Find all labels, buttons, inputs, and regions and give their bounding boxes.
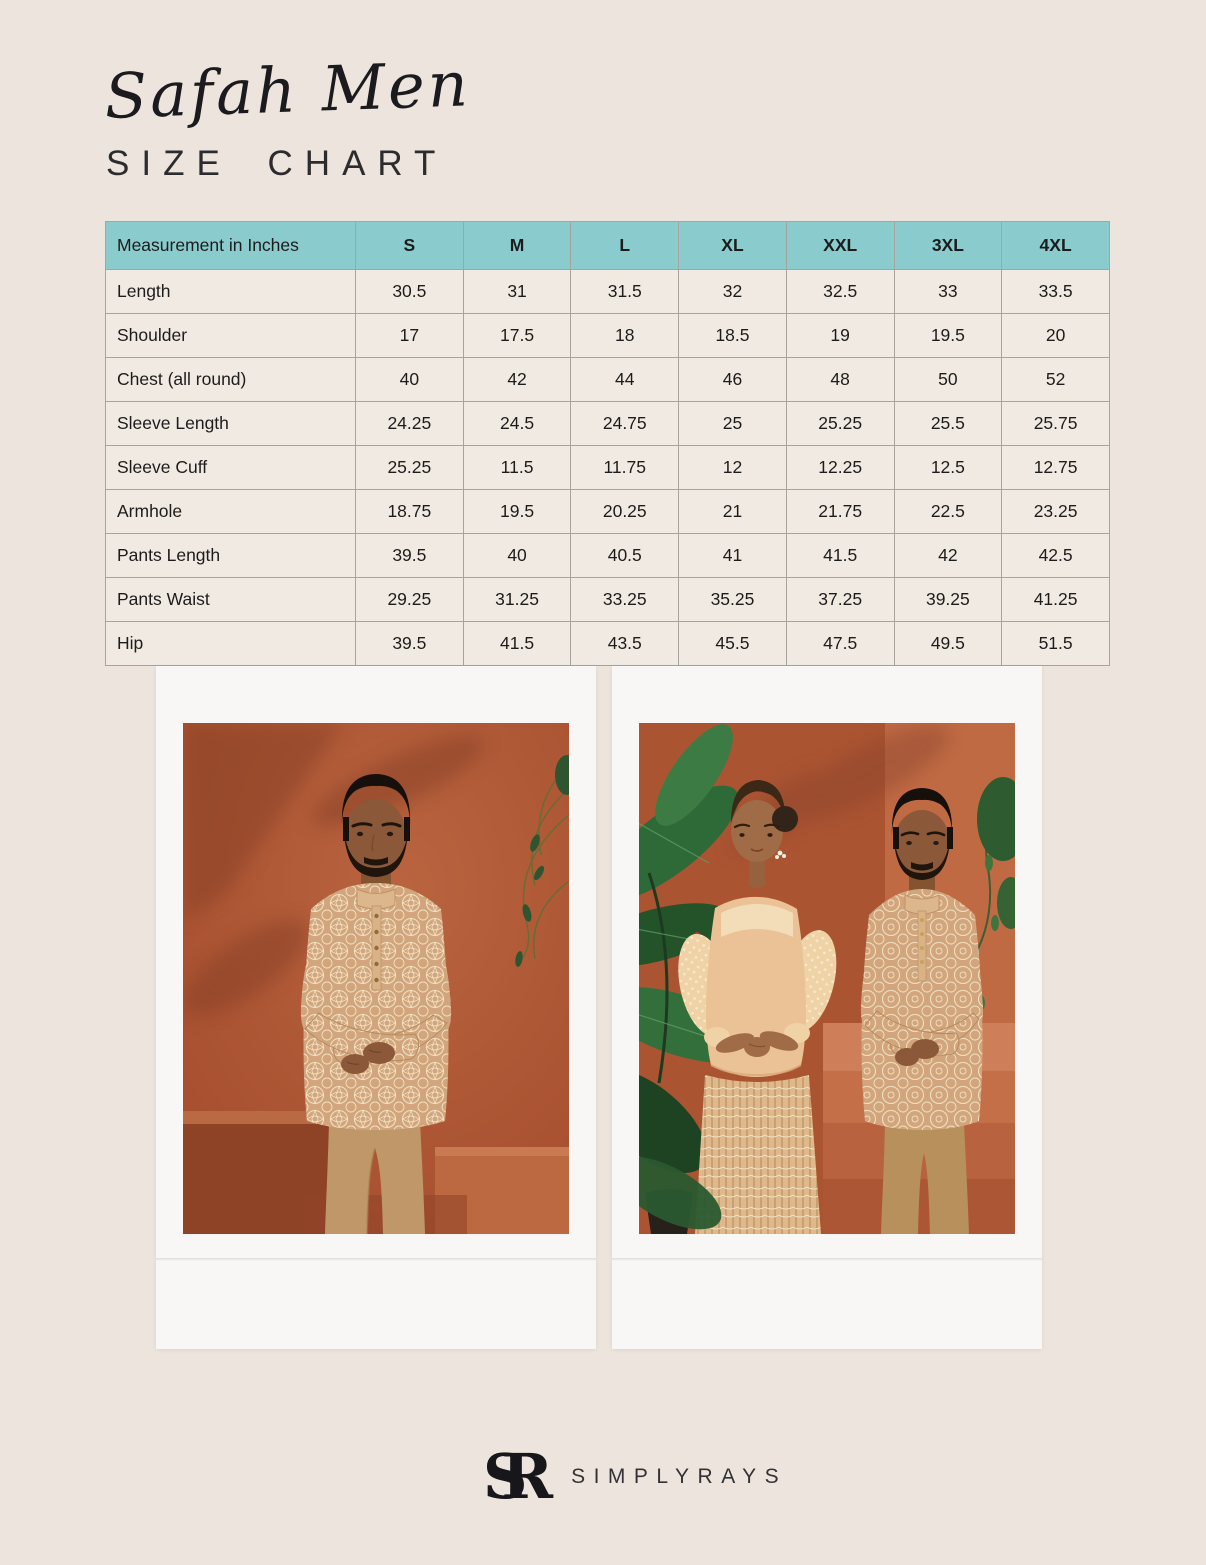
measurement-value: 33.25 [571, 578, 679, 622]
photo-man-kurta [183, 723, 569, 1234]
measurement-value: 41.5 [786, 534, 894, 578]
measurement-value: 12.75 [1002, 446, 1110, 490]
measurement-label: Hip [106, 622, 356, 666]
measurement-label: Pants Length [106, 534, 356, 578]
table-row [106, 358, 1110, 402]
measurement-value: 42.5 [1002, 534, 1110, 578]
measurement-value: 45.5 [679, 622, 787, 666]
measurement-value: 25.5 [894, 402, 1002, 446]
measurement-value: 17 [356, 314, 464, 358]
measurement-value: 39.5 [356, 534, 464, 578]
table-row [106, 578, 1110, 622]
measurement-value: 40.5 [571, 534, 679, 578]
size-table-body [106, 270, 1110, 666]
measurement-value: 49.5 [894, 622, 1002, 666]
measurement-value: 32.5 [786, 270, 894, 314]
measurement-value: 31.5 [571, 270, 679, 314]
photo-card-right [612, 666, 1042, 1349]
table-row [106, 490, 1110, 534]
size-column-header: 3XL [894, 222, 1002, 270]
measurement-value: 25.25 [786, 402, 894, 446]
measurement-value: 40 [356, 358, 464, 402]
measurement-value: 42 [463, 358, 571, 402]
measurement-value: 11.5 [463, 446, 571, 490]
table-row [106, 446, 1110, 490]
photo-card-left [156, 666, 596, 1349]
measurement-value: 37.25 [786, 578, 894, 622]
measurement-value: 19 [786, 314, 894, 358]
measurement-value: 19.5 [894, 314, 1002, 358]
measurement-label: Sleeve Cuff [106, 446, 356, 490]
polaroid-crease [156, 1258, 596, 1261]
size-column-header: L [571, 222, 679, 270]
measurement-value: 25.25 [356, 446, 464, 490]
measurement-value: 32 [679, 270, 787, 314]
measurement-value: 31 [463, 270, 571, 314]
sr-monogram-icon: SR [482, 1440, 528, 1513]
measurement-label: Shoulder [106, 314, 356, 358]
measurement-label: Armhole [106, 490, 356, 534]
measurement-value: 18.5 [679, 314, 787, 358]
measurement-value: 25.75 [1002, 402, 1110, 446]
measurement-value: 39.25 [894, 578, 1002, 622]
hand [895, 1048, 919, 1066]
table-row [106, 534, 1110, 578]
measurement-value: 41.5 [463, 622, 571, 666]
size-table-head [106, 222, 1110, 270]
measurement-label: Chest (all round) [106, 358, 356, 402]
size-table-head-row [106, 222, 1110, 270]
measurement-value: 18 [571, 314, 679, 358]
measurement-value: 24.5 [463, 402, 571, 446]
photo-couple [639, 723, 1015, 1234]
measurement-value: 20.25 [571, 490, 679, 534]
measurement-label: Pants Waist [106, 578, 356, 622]
measurement-value: 23.25 [1002, 490, 1110, 534]
photo-left-illustration [183, 723, 569, 1234]
size-column-header: XL [679, 222, 787, 270]
page-title: SIZE CHART [106, 143, 448, 183]
measurement-value: 30.5 [356, 270, 464, 314]
measurement-label: Sleeve Length [106, 402, 356, 446]
photo-right-illustration [639, 723, 1015, 1234]
measurement-value: 24.25 [356, 402, 464, 446]
collection-title: Safah Men [103, 47, 472, 134]
size-table [105, 221, 1110, 666]
measurement-value: 21 [679, 490, 787, 534]
measurement-value: 21.75 [786, 490, 894, 534]
measurement-value: 33 [894, 270, 1002, 314]
measurement-value: 48 [786, 358, 894, 402]
measurement-value: 43.5 [571, 622, 679, 666]
measurement-value: 46 [679, 358, 787, 402]
measurement-label: Length [106, 270, 356, 314]
table-row [106, 622, 1110, 666]
measurement-value: 35.25 [679, 578, 787, 622]
brand-name: SIMPLYRAYS [571, 1465, 788, 1488]
measurement-value: 47.5 [786, 622, 894, 666]
measurement-value: 12.25 [786, 446, 894, 490]
size-column-header: 4XL [1002, 222, 1110, 270]
measurement-value: 52 [1002, 358, 1110, 402]
measurement-value: 39.5 [356, 622, 464, 666]
measurement-column-header: Measurement in Inches [106, 222, 356, 270]
measurement-value: 17.5 [463, 314, 571, 358]
table-row [106, 270, 1110, 314]
hair-bun [772, 806, 798, 832]
brand-logo [32, 1440, 1206, 1513]
size-column-header: S [356, 222, 464, 270]
measurement-value: 44 [571, 358, 679, 402]
face [731, 800, 783, 862]
size-column-header: M [463, 222, 571, 270]
measurement-value: 50 [894, 358, 1002, 402]
measurement-value: 41.25 [1002, 578, 1110, 622]
table-row [106, 314, 1110, 358]
polaroid-crease [612, 1258, 1042, 1261]
measurement-value: 19.5 [463, 490, 571, 534]
measurement-value: 11.75 [571, 446, 679, 490]
measurement-value: 33.5 [1002, 270, 1110, 314]
measurement-value: 41 [679, 534, 787, 578]
measurement-value: 29.25 [356, 578, 464, 622]
measurement-value: 42 [894, 534, 1002, 578]
measurement-value: 20 [1002, 314, 1110, 358]
measurement-value: 18.75 [356, 490, 464, 534]
measurement-value: 12 [679, 446, 787, 490]
table-row [106, 402, 1110, 446]
measurement-value: 40 [463, 534, 571, 578]
measurement-value: 12.5 [894, 446, 1002, 490]
page-header [103, 47, 472, 184]
measurement-value: 51.5 [1002, 622, 1110, 666]
measurement-value: 31.25 [463, 578, 571, 622]
size-column-header: XXL [786, 222, 894, 270]
measurement-value: 24.75 [571, 402, 679, 446]
measurement-value: 22.5 [894, 490, 1002, 534]
measurement-value: 25 [679, 402, 787, 446]
